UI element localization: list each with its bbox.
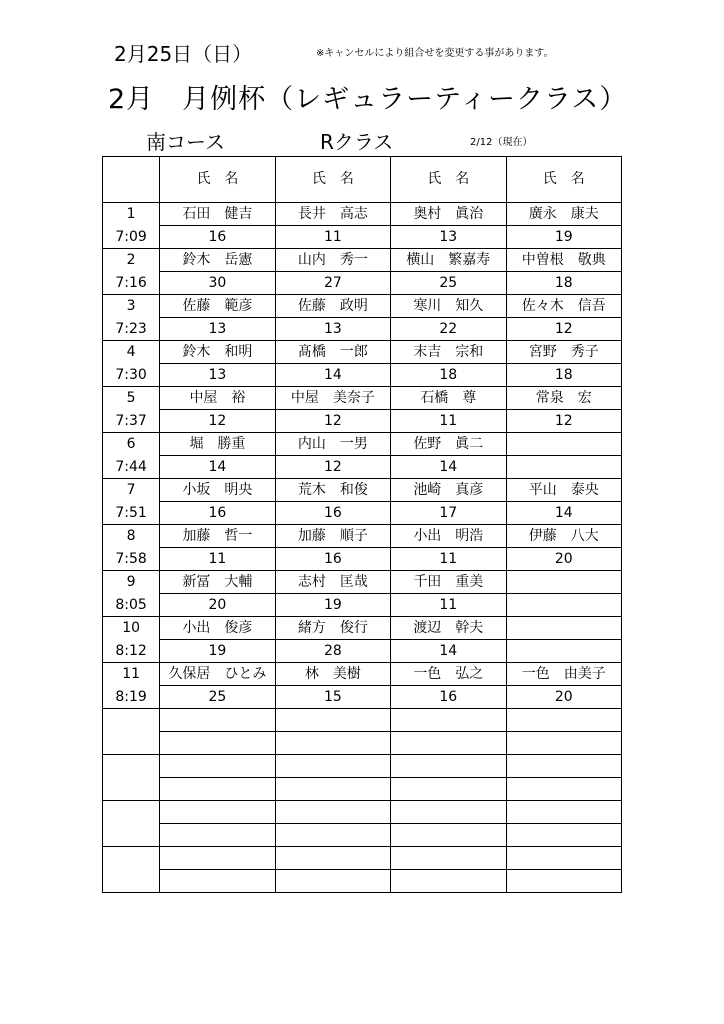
player-handicap bbox=[506, 824, 621, 847]
player-handicap: 19 bbox=[506, 226, 621, 249]
player-name bbox=[391, 709, 506, 732]
player-handicap bbox=[275, 824, 390, 847]
name-header: 氏 名 bbox=[160, 157, 275, 203]
player-name bbox=[275, 801, 390, 824]
group-handicap-row bbox=[103, 732, 622, 755]
player-name: 小坂 明央 bbox=[160, 479, 275, 502]
player-name: 山内 秀一 bbox=[275, 249, 390, 272]
player-handicap bbox=[506, 732, 621, 755]
player-handicap: 18 bbox=[506, 364, 621, 387]
player-name: 佐々木 信吾 bbox=[506, 295, 621, 318]
player-name: 久保居 ひとみ bbox=[160, 663, 275, 686]
group-number: 3 bbox=[103, 295, 160, 318]
tee-time: 7:30 bbox=[103, 364, 160, 387]
player-handicap: 14 bbox=[275, 364, 390, 387]
player-handicap bbox=[506, 456, 621, 479]
group-number: 7 bbox=[103, 479, 160, 502]
player-name: 常泉 宏 bbox=[506, 387, 621, 410]
group-number: 8 bbox=[103, 525, 160, 548]
player-handicap: 30 bbox=[160, 272, 275, 295]
group-name-row bbox=[103, 387, 622, 410]
group-name-row bbox=[103, 801, 622, 824]
player-name: 平山 泰央 bbox=[506, 479, 621, 502]
player-name: 志村 匡哉 bbox=[275, 571, 390, 594]
player-handicap: 16 bbox=[391, 686, 506, 709]
name-header: 氏 名 bbox=[275, 157, 390, 203]
player-handicap: 13 bbox=[275, 318, 390, 341]
player-handicap: 22 bbox=[391, 318, 506, 341]
group-number: 4 bbox=[103, 341, 160, 364]
tee-time: 7:58 bbox=[103, 548, 160, 571]
group-handicap-row bbox=[103, 272, 622, 295]
player-handicap bbox=[275, 870, 390, 893]
group-number bbox=[103, 847, 160, 870]
player-handicap bbox=[391, 778, 506, 801]
tee-time bbox=[103, 778, 160, 801]
group-handicap-row bbox=[103, 318, 622, 341]
group-number: 11 bbox=[103, 663, 160, 686]
player-name bbox=[506, 433, 621, 456]
group-number: 10 bbox=[103, 617, 160, 640]
group-number: 1 bbox=[103, 203, 160, 226]
player-name bbox=[506, 709, 621, 732]
player-handicap: 16 bbox=[275, 548, 390, 571]
tee-time: 7:37 bbox=[103, 410, 160, 433]
tee-time bbox=[103, 870, 160, 893]
group-handicap-row bbox=[103, 456, 622, 479]
player-handicap bbox=[160, 732, 275, 755]
group-name-row bbox=[103, 249, 622, 272]
player-name: 池崎 真彦 bbox=[391, 479, 506, 502]
group-handicap-row bbox=[103, 502, 622, 525]
player-handicap: 11 bbox=[391, 594, 506, 617]
cancellation-note: ※キャンセルにより組合せを変更する事があります。 bbox=[316, 48, 554, 59]
player-handicap: 12 bbox=[160, 410, 275, 433]
group-number bbox=[103, 755, 160, 778]
tee-time: 7:16 bbox=[103, 272, 160, 295]
player-name: 小出 明浩 bbox=[391, 525, 506, 548]
tee-time: 8:12 bbox=[103, 640, 160, 663]
player-name: 鈴木 岳憲 bbox=[160, 249, 275, 272]
group-number bbox=[103, 709, 160, 732]
as-of-date: 2/12（現在） bbox=[470, 137, 533, 148]
name-header: 氏 名 bbox=[506, 157, 621, 203]
player-handicap: 11 bbox=[160, 548, 275, 571]
player-handicap: 13 bbox=[160, 318, 275, 341]
tee-time bbox=[103, 824, 160, 847]
player-name: 寒川 知久 bbox=[391, 295, 506, 318]
player-name: 中屋 美奈子 bbox=[275, 387, 390, 410]
player-handicap bbox=[391, 824, 506, 847]
player-name bbox=[506, 755, 621, 778]
player-handicap bbox=[160, 824, 275, 847]
group-name-row bbox=[103, 479, 622, 502]
player-handicap bbox=[275, 778, 390, 801]
player-name: 新冨 大輔 bbox=[160, 571, 275, 594]
player-name bbox=[506, 617, 621, 640]
group-handicap-row bbox=[103, 778, 622, 801]
tee-time: 7:09 bbox=[103, 226, 160, 249]
player-name: 緒方 俊行 bbox=[275, 617, 390, 640]
player-name: 一色 弘之 bbox=[391, 663, 506, 686]
player-handicap bbox=[506, 594, 621, 617]
class-name: Rクラス bbox=[320, 130, 394, 154]
player-name: 伊藤 八大 bbox=[506, 525, 621, 548]
group-name-row bbox=[103, 295, 622, 318]
player-name: 髙橋 一郎 bbox=[275, 341, 390, 364]
tee-time: 8:05 bbox=[103, 594, 160, 617]
player-handicap: 19 bbox=[275, 594, 390, 617]
player-handicap: 16 bbox=[160, 226, 275, 249]
player-name bbox=[506, 571, 621, 594]
player-handicap: 18 bbox=[506, 272, 621, 295]
group-name-row bbox=[103, 571, 622, 594]
player-handicap: 27 bbox=[275, 272, 390, 295]
player-name: 石田 健吉 bbox=[160, 203, 275, 226]
header-row bbox=[103, 157, 622, 203]
player-name: 宮野 秀子 bbox=[506, 341, 621, 364]
player-handicap: 16 bbox=[275, 502, 390, 525]
player-name bbox=[160, 709, 275, 732]
player-name: 長井 高志 bbox=[275, 203, 390, 226]
group-name-row bbox=[103, 203, 622, 226]
player-handicap: 13 bbox=[391, 226, 506, 249]
group-name-row bbox=[103, 847, 622, 870]
player-handicap: 14 bbox=[391, 456, 506, 479]
player-handicap bbox=[160, 778, 275, 801]
player-name: 加藤 順子 bbox=[275, 525, 390, 548]
player-handicap: 20 bbox=[506, 686, 621, 709]
group-name-row bbox=[103, 341, 622, 364]
group-number: 9 bbox=[103, 571, 160, 594]
page-title: 2月 月例杯（レギュラーティークラス） bbox=[108, 84, 628, 115]
player-name bbox=[275, 847, 390, 870]
player-name bbox=[506, 801, 621, 824]
player-name bbox=[160, 801, 275, 824]
group-name-row bbox=[103, 525, 622, 548]
player-name: 一色 由美子 bbox=[506, 663, 621, 686]
player-name: 佐野 眞二 bbox=[391, 433, 506, 456]
header-blank-cell bbox=[103, 157, 160, 203]
group-number bbox=[103, 801, 160, 824]
player-handicap: 11 bbox=[391, 410, 506, 433]
group-handicap-row bbox=[103, 686, 622, 709]
player-handicap: 13 bbox=[160, 364, 275, 387]
player-handicap: 12 bbox=[275, 410, 390, 433]
player-name bbox=[506, 847, 621, 870]
player-handicap bbox=[275, 732, 390, 755]
player-name: 林 美樹 bbox=[275, 663, 390, 686]
group-handicap-row bbox=[103, 870, 622, 893]
group-name-row bbox=[103, 617, 622, 640]
tee-time: 8:19 bbox=[103, 686, 160, 709]
player-name: 堀 勝重 bbox=[160, 433, 275, 456]
group-name-row bbox=[103, 709, 622, 732]
player-name bbox=[275, 709, 390, 732]
player-name bbox=[391, 801, 506, 824]
player-name: 小出 俊彦 bbox=[160, 617, 275, 640]
group-handicap-row bbox=[103, 824, 622, 847]
player-handicap bbox=[391, 870, 506, 893]
player-name: 中曽根 敬典 bbox=[506, 249, 621, 272]
player-handicap: 17 bbox=[391, 502, 506, 525]
group-handicap-row bbox=[103, 594, 622, 617]
player-handicap: 19 bbox=[160, 640, 275, 663]
player-name: 奥村 眞治 bbox=[391, 203, 506, 226]
group-number: 5 bbox=[103, 387, 160, 410]
player-handicap: 11 bbox=[275, 226, 390, 249]
player-handicap: 12 bbox=[275, 456, 390, 479]
player-name: 佐藤 範彦 bbox=[160, 295, 275, 318]
player-name: 横山 繁嘉寿 bbox=[391, 249, 506, 272]
player-name: 末吉 宗和 bbox=[391, 341, 506, 364]
group-number: 2 bbox=[103, 249, 160, 272]
player-handicap: 14 bbox=[506, 502, 621, 525]
player-handicap: 12 bbox=[506, 318, 621, 341]
group-handicap-row bbox=[103, 410, 622, 433]
group-handicap-row bbox=[103, 364, 622, 387]
group-handicap-row bbox=[103, 640, 622, 663]
player-handicap bbox=[506, 778, 621, 801]
player-name: 内山 一男 bbox=[275, 433, 390, 456]
name-header: 氏 名 bbox=[391, 157, 506, 203]
player-handicap: 20 bbox=[506, 548, 621, 571]
player-name bbox=[391, 755, 506, 778]
player-handicap: 14 bbox=[391, 640, 506, 663]
player-handicap: 25 bbox=[391, 272, 506, 295]
group-name-row bbox=[103, 663, 622, 686]
player-handicap: 25 bbox=[160, 686, 275, 709]
player-name: 鈴木 和明 bbox=[160, 341, 275, 364]
group-name-row bbox=[103, 433, 622, 456]
player-handicap: 18 bbox=[391, 364, 506, 387]
player-handicap: 11 bbox=[391, 548, 506, 571]
player-name: 石橋 尊 bbox=[391, 387, 506, 410]
player-handicap bbox=[506, 870, 621, 893]
course-name: 南コース bbox=[146, 130, 225, 154]
pairing-table bbox=[102, 156, 622, 893]
player-name bbox=[160, 847, 275, 870]
group-handicap-row bbox=[103, 226, 622, 249]
player-handicap: 14 bbox=[160, 456, 275, 479]
player-handicap bbox=[160, 870, 275, 893]
player-name: 佐藤 政明 bbox=[275, 295, 390, 318]
event-date: 2月25日（日） bbox=[114, 42, 253, 66]
player-handicap: 16 bbox=[160, 502, 275, 525]
group-number: 6 bbox=[103, 433, 160, 456]
tee-time: 7:51 bbox=[103, 502, 160, 525]
player-handicap bbox=[506, 640, 621, 663]
player-name bbox=[275, 755, 390, 778]
player-name bbox=[160, 755, 275, 778]
player-name: 荒木 和俊 bbox=[275, 479, 390, 502]
tee-time bbox=[103, 732, 160, 755]
player-name: 中屋 裕 bbox=[160, 387, 275, 410]
player-handicap bbox=[391, 732, 506, 755]
player-name: 千田 重美 bbox=[391, 571, 506, 594]
player-name: 渡辺 幹夫 bbox=[391, 617, 506, 640]
player-handicap: 20 bbox=[160, 594, 275, 617]
player-name: 廣永 康夫 bbox=[506, 203, 621, 226]
player-handicap: 12 bbox=[506, 410, 621, 433]
player-name: 加藤 哲一 bbox=[160, 525, 275, 548]
tee-time: 7:23 bbox=[103, 318, 160, 341]
player-name bbox=[391, 847, 506, 870]
tee-time: 7:44 bbox=[103, 456, 160, 479]
player-handicap: 28 bbox=[275, 640, 390, 663]
player-handicap: 15 bbox=[275, 686, 390, 709]
group-name-row bbox=[103, 755, 622, 778]
group-handicap-row bbox=[103, 548, 622, 571]
